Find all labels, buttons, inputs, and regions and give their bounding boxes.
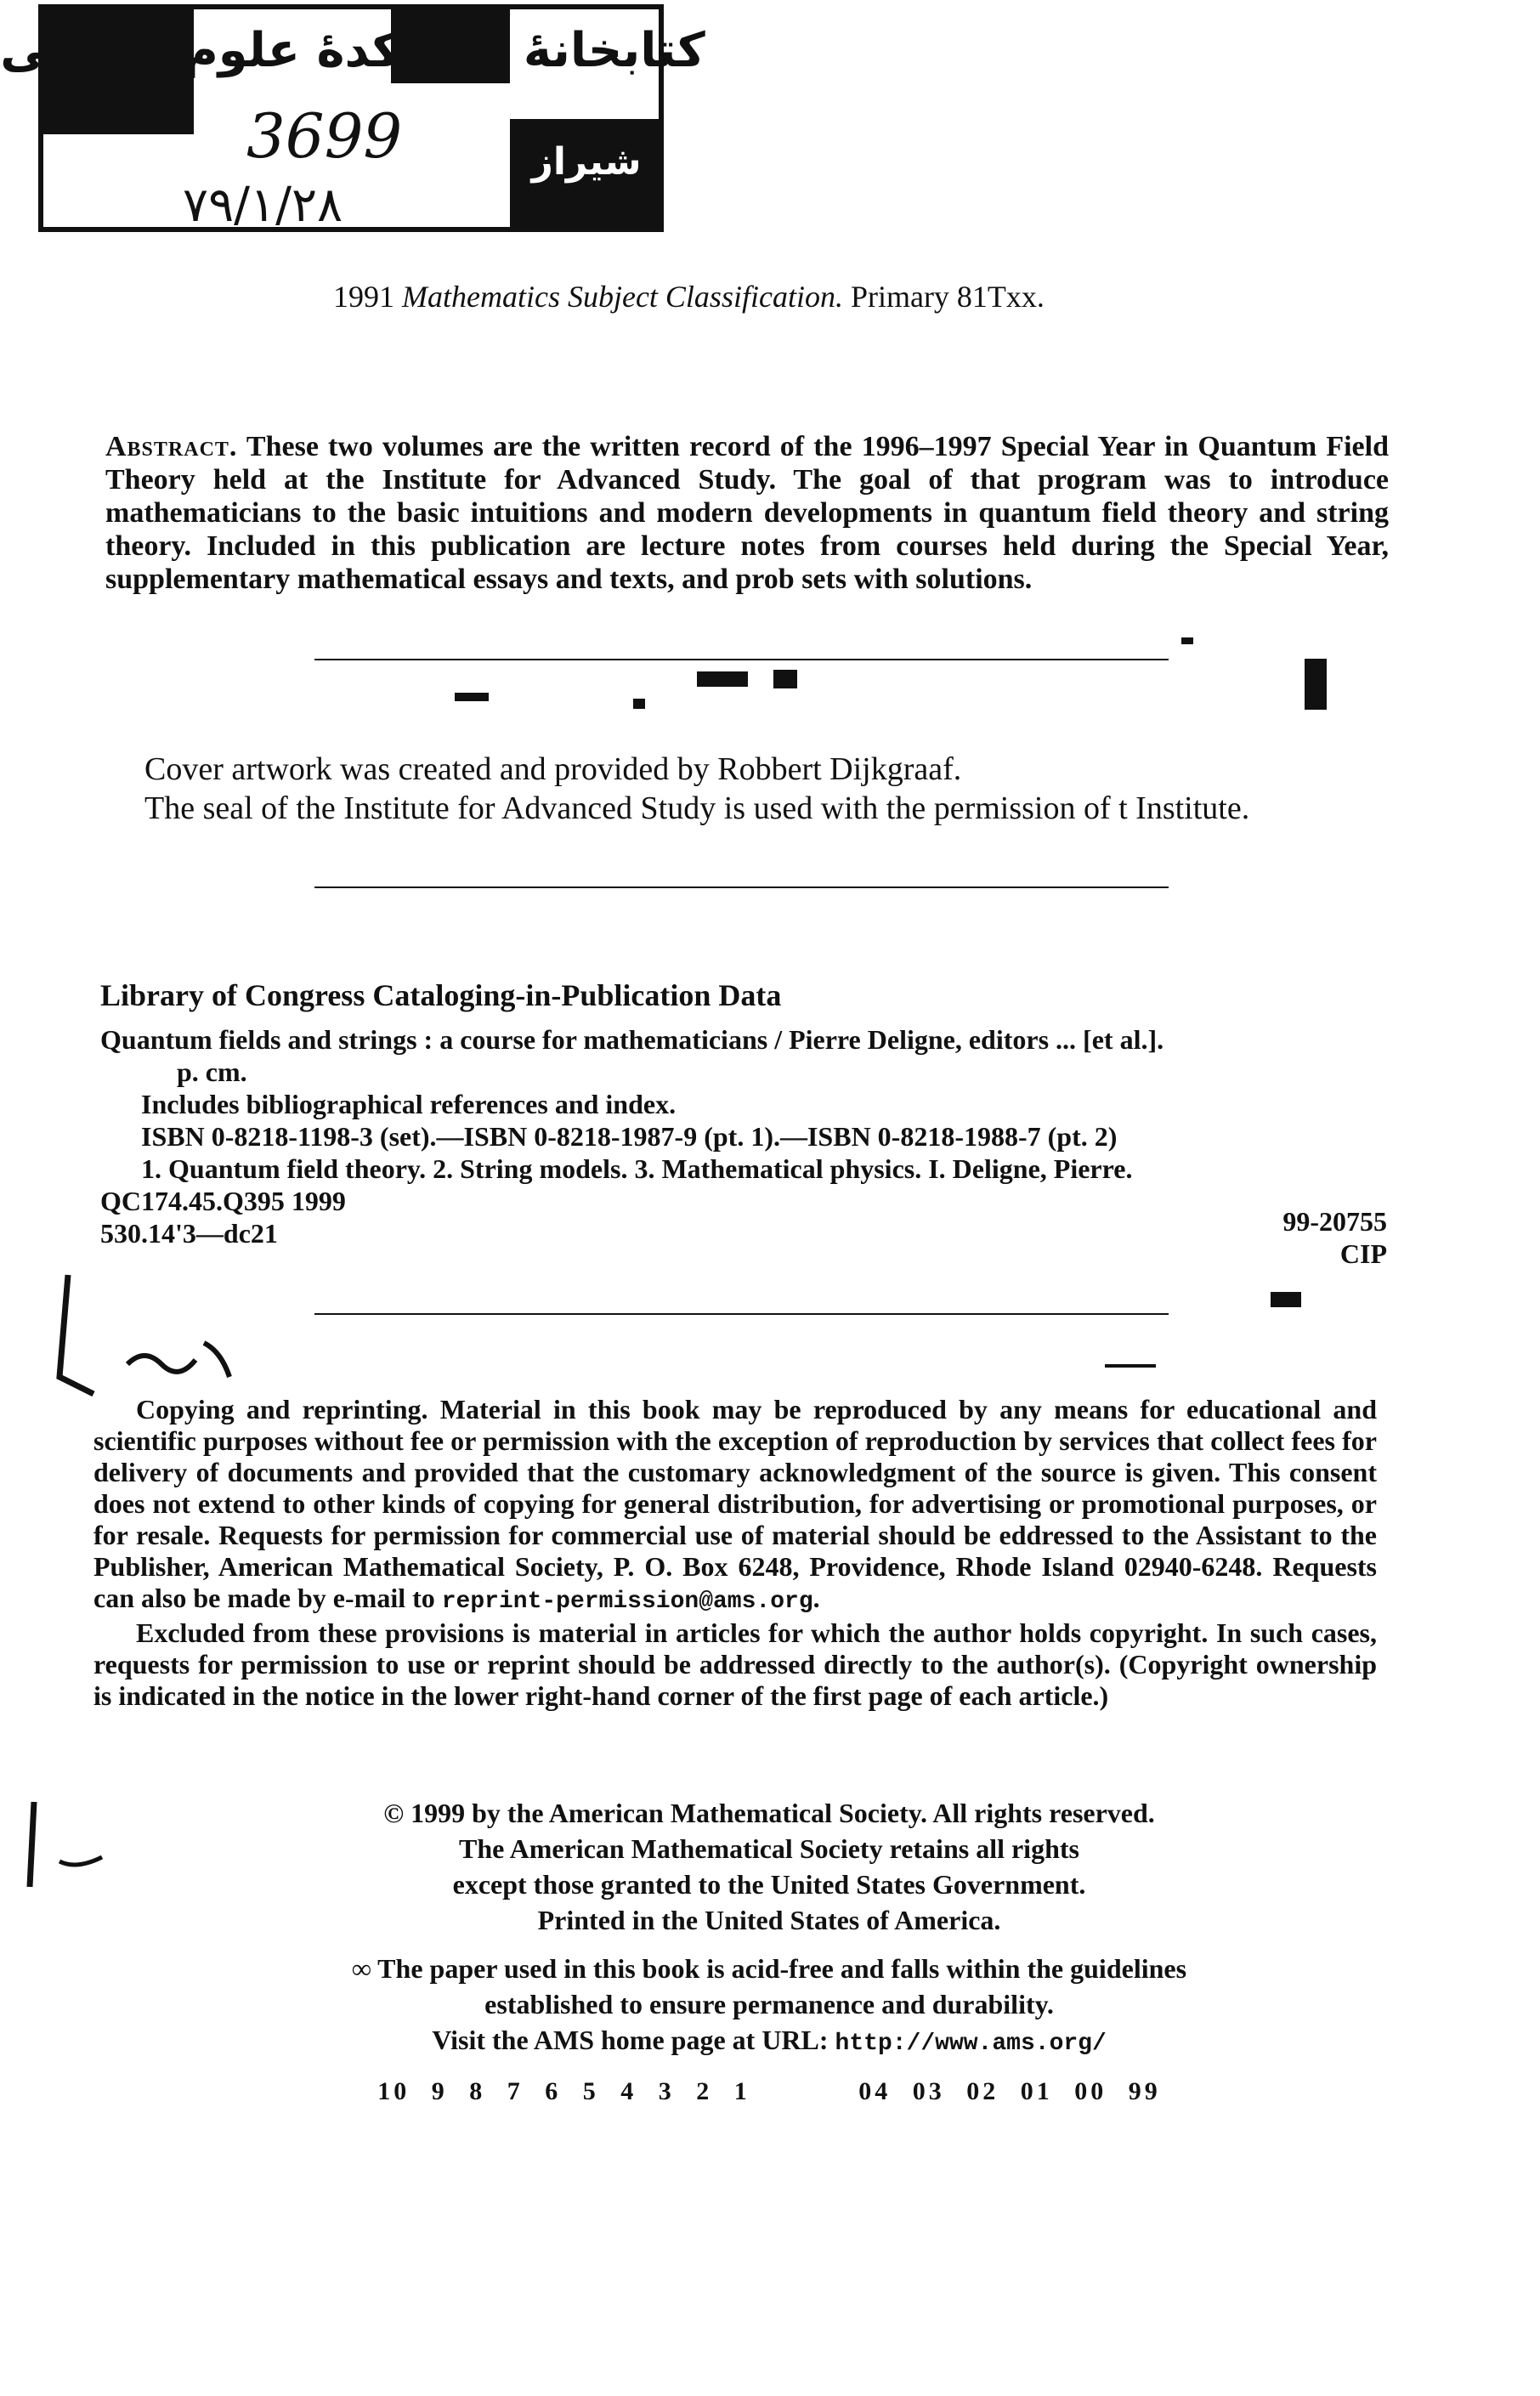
copying-email: reprint-permission@ams.org bbox=[441, 1589, 813, 1615]
library-stamp bbox=[0, 0, 705, 234]
printing-years: 04 03 02 01 00 99 bbox=[858, 2077, 1161, 2105]
scan-speck bbox=[773, 670, 797, 688]
cip-includes: Includes bibliographical references and index. bbox=[141, 1089, 677, 1119]
copying-text: Material in this book may be reproduced by any means for educational and scientific purposes without fee or permission with the exception of reproduction by services that collect fees for delivery of documents and provided that the customary acknowledgment of the source is given. This consent does not extend to other kinds of copying for general distribution, for advertising or promotional purposes, or for resale. Requests for permission for commercial use of material should be eddressed to the Assistant to the Publisher, American Mathematical Society, P. O. Box 6248, Providence, Rhode Island 02940-6248. Requests can also be made by e-mail to bbox=[93, 1394, 1378, 1613]
stamp-number: 3699 bbox=[246, 100, 403, 172]
cip-label: CIP bbox=[1339, 1238, 1387, 1269]
url-line bbox=[255, 2022, 1283, 2062]
abstract-heading: Abstract. bbox=[105, 431, 238, 462]
permanence-line: established to ensure permanence and durability. bbox=[484, 1989, 1054, 2019]
classification-year: 1991 bbox=[333, 280, 394, 314]
cip-dewey: 530.14'3—dc21 bbox=[100, 1218, 278, 1249]
url-prefix: Visit the AMS home page at URL: bbox=[432, 2025, 829, 2055]
cover-credits bbox=[144, 750, 1249, 828]
rights-retained-line: The American Mathematical Society retains all rights bbox=[459, 1833, 1079, 1864]
copying-paragraph: Copying and reprinting. Material in this book may be reproduced by any means for educational and scientific purposes without fee or permission with the exception of reproduction by services that collect fees for delivery of documents and provided that the customary acknowledgment of the source is given. This consent does not extend to other kinds of copying for general distribution, for advertising or promotional purposes, or for resale. Requests for permission for commercial use of material should be eddressed to the Assistant to the Publisher, American Mathematical Society, P. O. Box 6248, Providence, Rhode Island 02940-6248. Requests can also be made by e-mail to reprint-permission@ams.org. bbox=[93, 1394, 1378, 1615]
scan-speck bbox=[697, 671, 748, 687]
scan-speck bbox=[1181, 637, 1193, 644]
stamp-text-top: كتابخانهٔ دانشکدهٔ علوم انسانی bbox=[0, 23, 705, 78]
ams-url: http://www.ams.org/ bbox=[835, 2031, 1107, 2057]
copying-heading: Copying and reprinting. bbox=[136, 1394, 428, 1425]
cip-block bbox=[100, 1023, 1392, 1249]
cip-lccn: 99-20755 bbox=[1282, 1206, 1387, 1237]
scan-speck bbox=[1271, 1292, 1301, 1307]
scan-speck bbox=[1105, 1364, 1156, 1368]
abstract bbox=[105, 430, 1389, 596]
cip-isbn: ISBN 0-8218-1198-3 (set).—ISBN 0-8218-1987-9 (pt. 1).—ISBN 0-8218-1988-7 (pt. 2) bbox=[141, 1121, 1118, 1152]
copying-notice bbox=[93, 1394, 1377, 1712]
classification-primary: Primary 81Txx. bbox=[850, 280, 1045, 314]
stamp-text-right: شیراز bbox=[531, 140, 642, 184]
divider-rule bbox=[314, 886, 1169, 888]
margin-handwriting-mark bbox=[17, 1793, 119, 1904]
printing-line bbox=[255, 2077, 1283, 2106]
abstract-text: These two volumes are the written record of the 1996–1997 Special Year in Quantum Field Theory held at the Institute for Advanced Study. The goal of that program was to introduce mathematicians to the basic intuitions and modern developments in quantum field theory and string theory. Included in this publication are lecture notes from courses held during the Special Year, supplementary mathematical essays and texts, and prob sets with solutions. bbox=[105, 431, 1390, 595]
rights-block bbox=[255, 1795, 1283, 1938]
government-exception-line: except those granted to the United States Government. bbox=[452, 1869, 1086, 1900]
stamp-code: ٧٩/١/٢٨ bbox=[183, 178, 343, 233]
divider-rule bbox=[314, 1313, 1169, 1315]
printing-sequence: 10 9 8 7 6 5 4 3 2 1 bbox=[377, 2077, 750, 2105]
cip-entry: Quantum fields and strings : a course for mathematicians / Pierre Deligne, editors ... [et al.]. bbox=[100, 1024, 1164, 1055]
cip-subjects: 1. Quantum field theory. 2. String models. 3. Mathematical physics. I. Deligne, Pierre. bbox=[141, 1153, 1133, 1184]
excluded-paragraph: Excluded from these provisions is material in articles for which the author holds copyright. In such cases, requests for permission to use or reprint should be addressed directly to the author(s). (Copyright ownership is indicated in the notice in the lower right-hand corner of the first page of each article.) bbox=[93, 1617, 1377, 1711]
printed-in-line: Printed in the United States of America. bbox=[537, 1905, 1001, 1935]
cip-title: Library of Congress Cataloging-in-Publication Data bbox=[100, 978, 782, 1012]
scan-speck bbox=[633, 699, 645, 709]
cip-right-block bbox=[1282, 1205, 1387, 1270]
scan-speck bbox=[455, 693, 489, 701]
seal-permission: The seal of the Institute for Advanced Study is used with the permission of t Institute. bbox=[144, 790, 1250, 826]
margin-handwriting-mark bbox=[34, 1266, 289, 1402]
cip-pages: p. cm. bbox=[177, 1056, 247, 1087]
classification-label: Mathematics Subject Classification. bbox=[402, 280, 843, 314]
cover-artwork-credit: Cover artwork was created and provided by Robbert Dijkgraaf. bbox=[144, 751, 962, 787]
paper-block bbox=[255, 1951, 1283, 2062]
subject-classification bbox=[333, 279, 1045, 314]
cip-call-number: QC174.45.Q395 1999 bbox=[100, 1186, 346, 1216]
copyright-line: © 1999 by the American Mathematical Society. All rights reserved. bbox=[383, 1798, 1155, 1828]
divider-rule bbox=[314, 659, 1169, 660]
acid-free-line: ∞ The paper used in this book is acid-free and falls within the guidelines bbox=[351, 1953, 1187, 1984]
scan-speck bbox=[1305, 659, 1327, 710]
